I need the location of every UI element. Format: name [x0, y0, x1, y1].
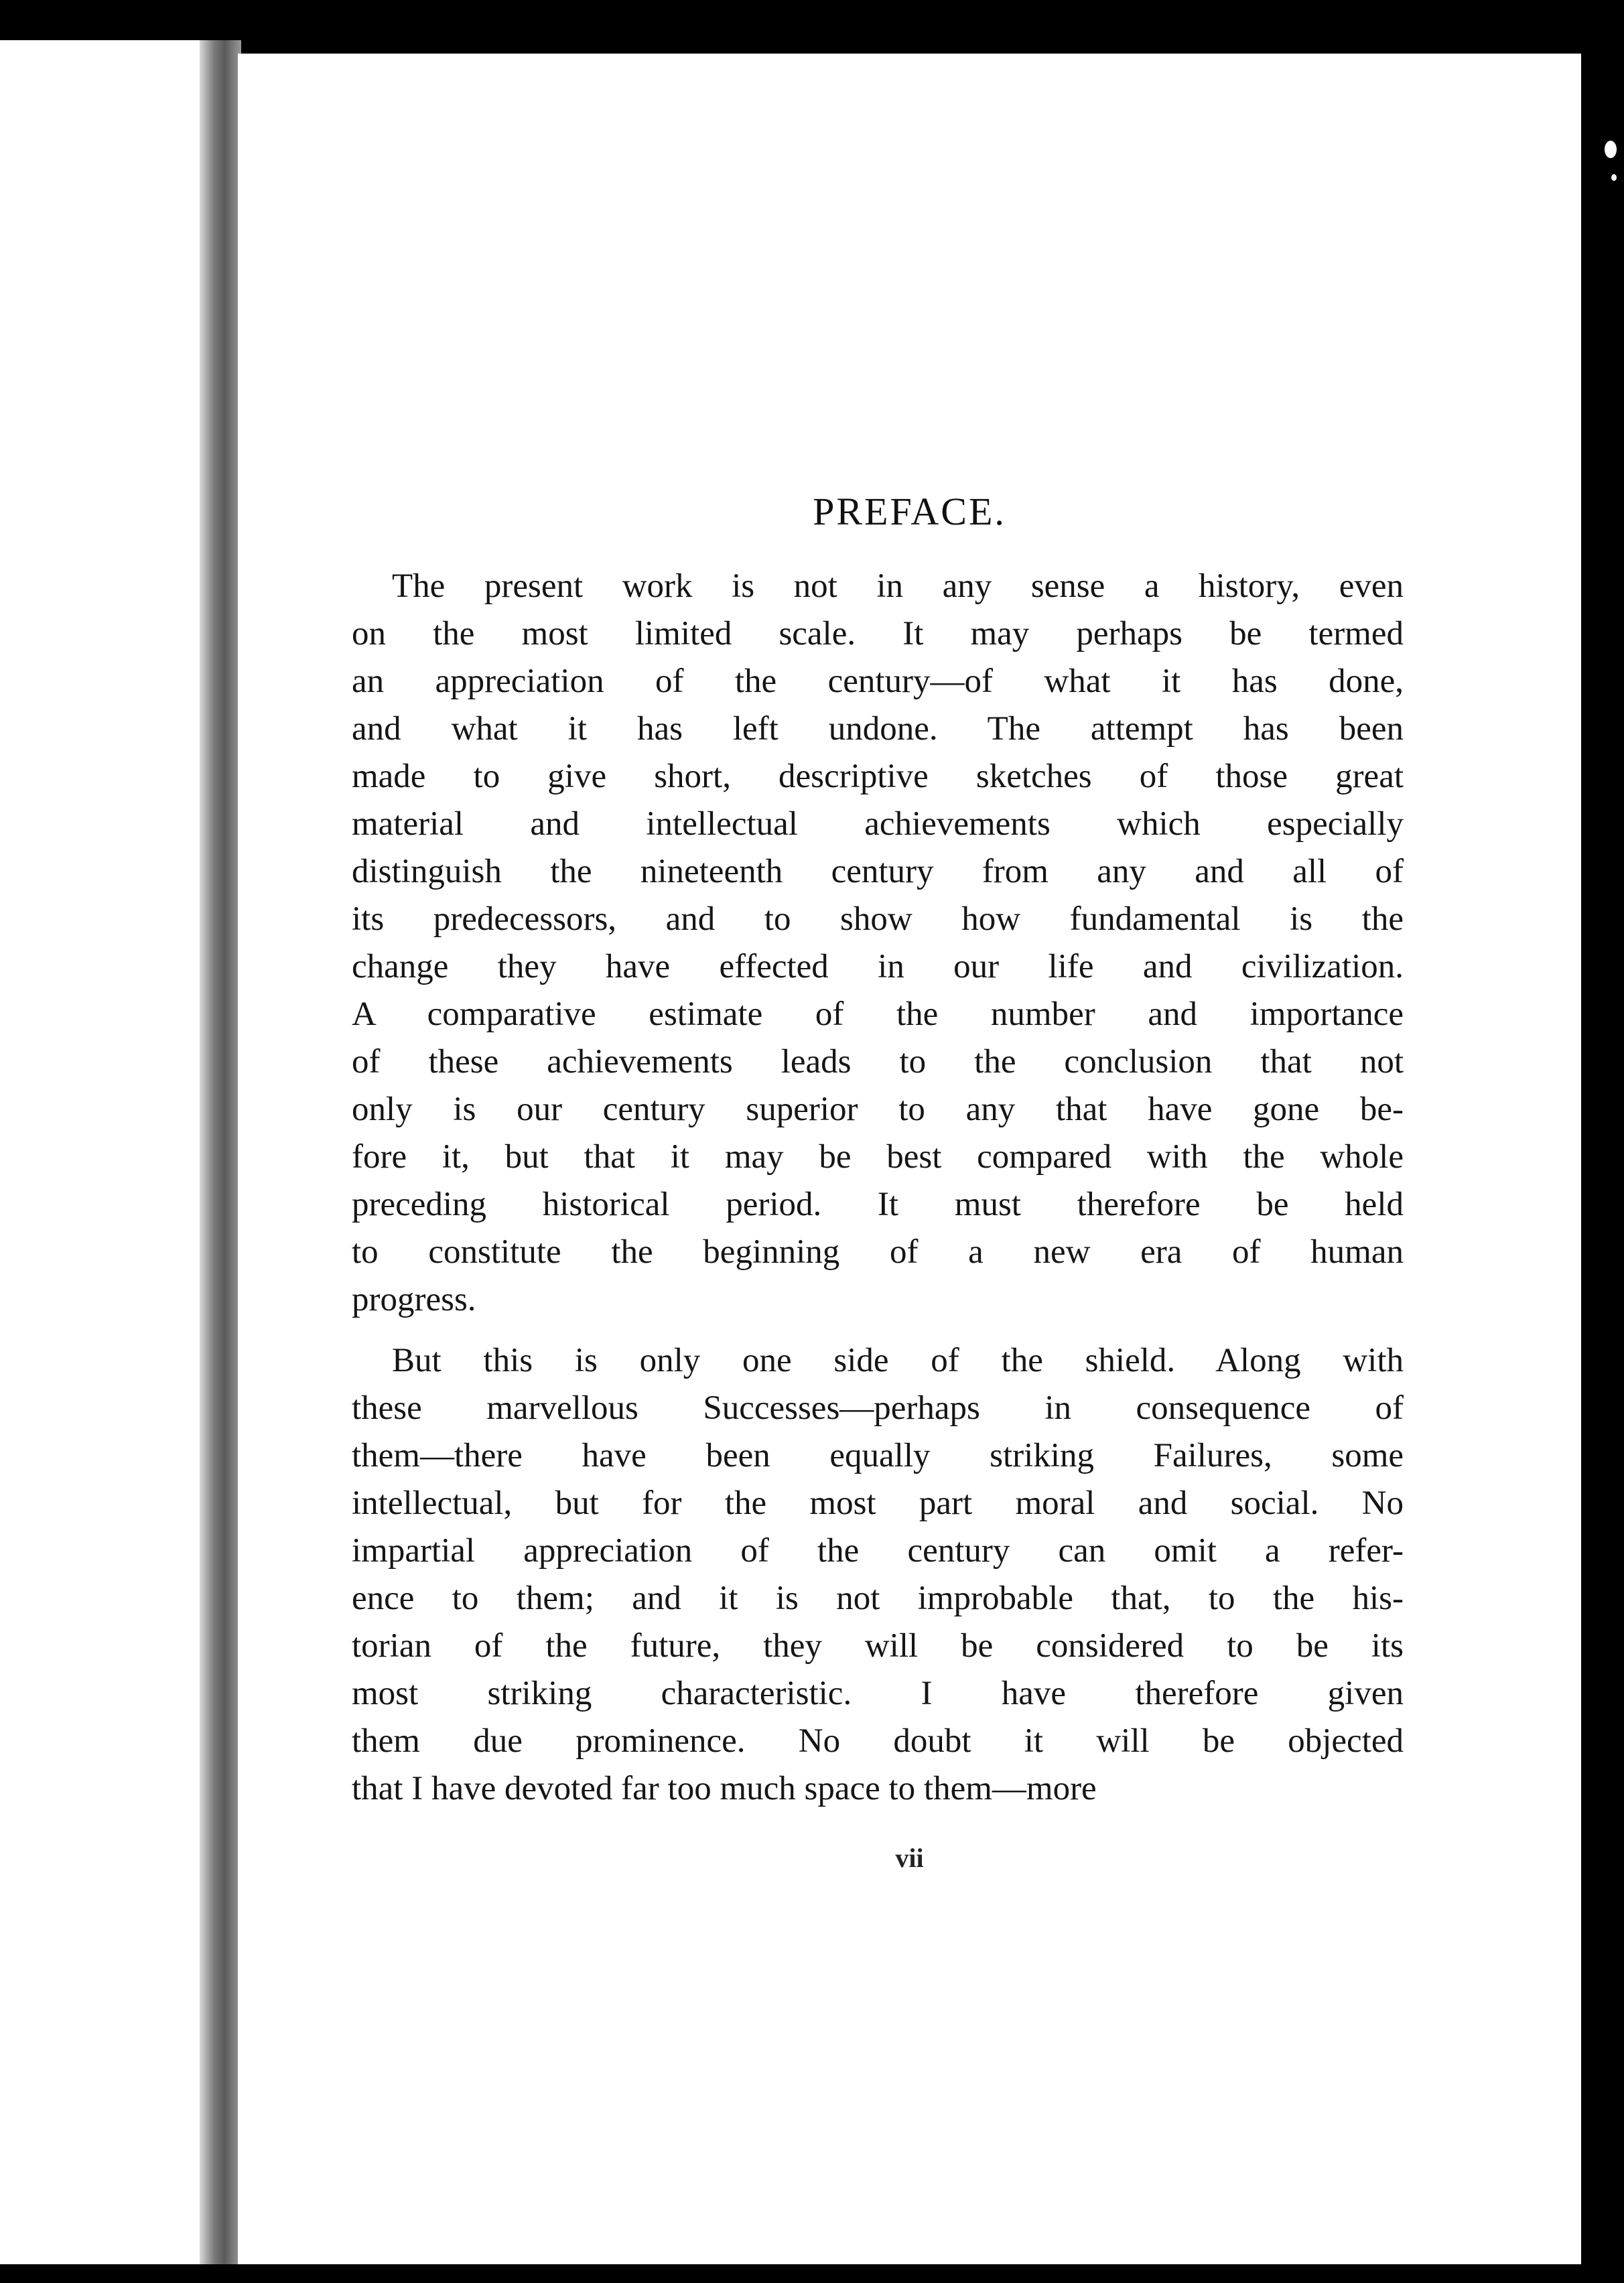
text-line: ence to them; and it is not improbable that, to the his-: [352, 1580, 1404, 1617]
paragraph: [352, 563, 1404, 1324]
text-line: an appreciation of the century—of what it has done,: [352, 663, 1404, 700]
scan-speck: [1611, 174, 1617, 181]
text-line: and what it has left undone. The attempt has been: [352, 710, 1404, 748]
paragraph: [352, 1337, 1404, 1813]
text-line: impartial appreciation of the century can omit a refer-: [352, 1532, 1404, 1570]
text-line: made to give short, descriptive sketches of those great: [352, 758, 1404, 795]
page-number: vii: [895, 1843, 924, 1873]
text-line: of these achievements leads to the conclusion that not: [352, 1043, 1404, 1081]
text-line: But this is only one side of the shield. Along with: [392, 1342, 1404, 1379]
text-line: A comparative estimate of the number and importance: [352, 995, 1404, 1033]
text-line: them due prominence. No doubt it will be objected: [352, 1722, 1404, 1760]
page-title: PREFACE.: [813, 490, 1006, 533]
text-line: most striking characteristic. I have therefore given: [352, 1675, 1404, 1712]
text-line: material and intellectual achievements which especially: [352, 805, 1404, 843]
text-line: torian of the future, they will be considered to be its: [352, 1627, 1404, 1665]
text-line: that I have devoted far too much space to them—more: [352, 1770, 1097, 1807]
text-line: progress.: [352, 1281, 476, 1318]
text-line: preceding historical period. It must therefore be held: [352, 1186, 1404, 1223]
text-line: The present work is not in any sense a history, even: [392, 567, 1404, 605]
paragraph-gap: [352, 1324, 1404, 1337]
left-facing-page: [0, 40, 201, 2264]
book-gutter: [200, 40, 241, 2264]
text-line: change they have effected in our life and civilization.: [352, 948, 1404, 985]
text-line: to constitute the beginning of a new era of human: [352, 1233, 1404, 1271]
text-line: them—there have been equally striking Failures, some: [352, 1437, 1404, 1474]
text-line: these marvellous Successes—perhaps in consequence of: [352, 1389, 1404, 1427]
text-line: its predecessors, and to show how fundamental is the: [352, 900, 1404, 938]
text-line: fore it, but that it may be best compared with the whole: [352, 1138, 1404, 1176]
scan-speck: [1605, 141, 1617, 158]
text-line: intellectual, but for the most part moral and social. No: [352, 1484, 1404, 1522]
book-page: [238, 54, 1581, 2264]
text-line: distinguish the nineteenth century from any and all of: [352, 853, 1404, 890]
text-line: only is our century superior to any that have gone be-: [352, 1091, 1404, 1128]
preface-text: [352, 563, 1404, 1813]
text-line: on the most limited scale. It may perhaps be termed: [352, 615, 1404, 652]
